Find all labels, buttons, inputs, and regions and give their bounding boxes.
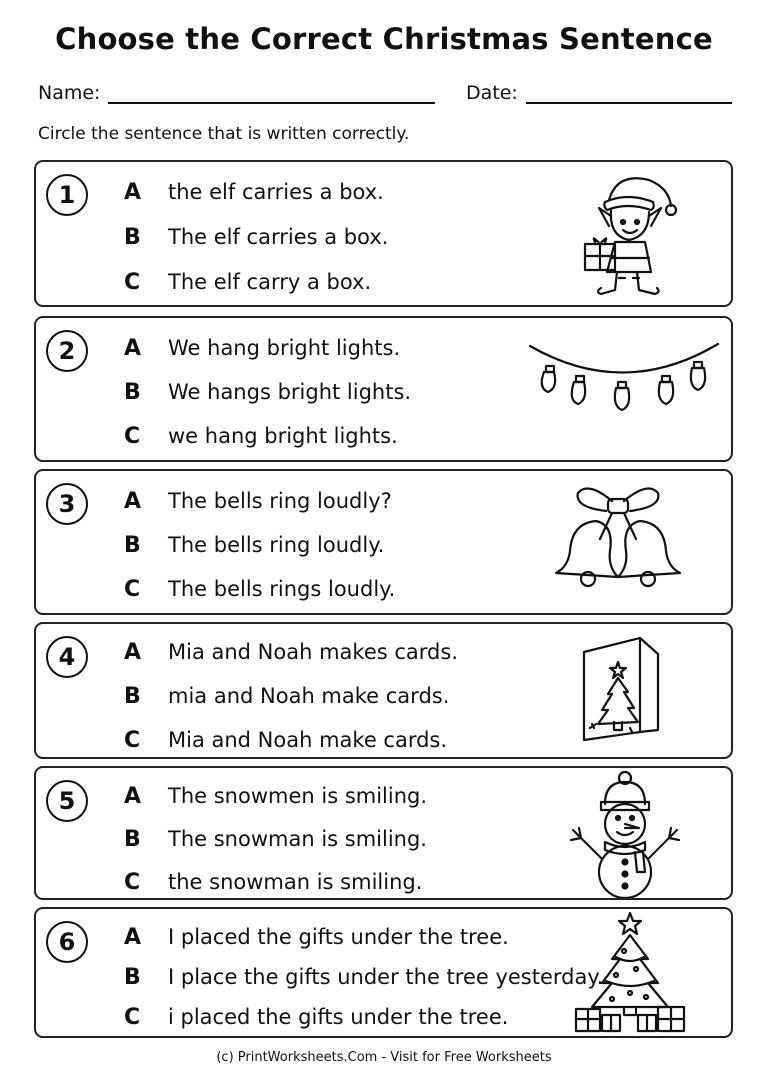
snowman-icon bbox=[563, 768, 687, 898]
question-number: 1 bbox=[46, 174, 88, 216]
question-box-3 bbox=[34, 469, 733, 615]
option-letter: B bbox=[124, 379, 141, 405]
option-a[interactable] bbox=[124, 170, 384, 214]
option-letter: B bbox=[124, 532, 141, 558]
option-sentence: we hang bright lights. bbox=[168, 424, 398, 448]
question-number: 6 bbox=[46, 921, 88, 963]
option-letter: A bbox=[124, 783, 142, 809]
instruction-text: Circle the sentence that is written correctly. bbox=[38, 124, 410, 144]
christmas-tree-icon bbox=[572, 911, 688, 1035]
date-label: Date: bbox=[466, 82, 518, 104]
option-sentence: The snowman is smiling. bbox=[168, 827, 427, 851]
option-a[interactable] bbox=[124, 915, 509, 959]
name-line[interactable] bbox=[108, 86, 435, 104]
option-a[interactable] bbox=[124, 479, 392, 523]
option-sentence: The bells ring loudly. bbox=[168, 533, 385, 557]
option-letter: A bbox=[124, 639, 142, 665]
option-sentence: Mia and Noah makes cards. bbox=[168, 640, 458, 664]
option-sentence: I placed the gifts under the tree. bbox=[168, 925, 509, 949]
date-field bbox=[466, 82, 732, 104]
option-letter: B bbox=[124, 224, 141, 250]
name-label: Name: bbox=[38, 82, 101, 104]
option-sentence: the elf carries a box. bbox=[168, 180, 384, 204]
question-box-5 bbox=[34, 766, 733, 900]
option-c[interactable] bbox=[124, 260, 371, 304]
option-sentence: The snowmen is smiling. bbox=[168, 784, 428, 808]
option-sentence: Mia and Noah make cards. bbox=[168, 728, 448, 752]
option-c[interactable] bbox=[124, 567, 395, 611]
option-letter: A bbox=[124, 179, 142, 205]
option-a[interactable] bbox=[124, 774, 427, 818]
option-sentence: I place the gifts under the tree yesterday. bbox=[168, 965, 604, 989]
option-b[interactable] bbox=[124, 523, 384, 567]
option-a[interactable] bbox=[124, 326, 400, 370]
option-sentence: the snowman is smiling. bbox=[168, 870, 423, 894]
option-letter: C bbox=[124, 423, 141, 449]
option-letter: C bbox=[124, 727, 141, 753]
option-c[interactable] bbox=[124, 860, 422, 904]
question-box-4 bbox=[34, 622, 733, 759]
option-sentence: We hangs bright lights. bbox=[168, 380, 412, 404]
question-number: 4 bbox=[46, 636, 88, 678]
option-b[interactable] bbox=[124, 370, 411, 414]
option-sentence: mia and Noah make cards. bbox=[168, 684, 450, 708]
option-letter: A bbox=[124, 335, 142, 361]
option-letter: C bbox=[124, 269, 141, 295]
option-sentence: The bells rings loudly. bbox=[168, 577, 396, 601]
option-b[interactable] bbox=[124, 215, 388, 259]
page-title: Choose the Correct Christmas Sentence bbox=[55, 22, 713, 56]
option-a[interactable] bbox=[124, 630, 458, 674]
option-letter: B bbox=[124, 964, 141, 990]
option-c[interactable] bbox=[124, 414, 398, 458]
option-c[interactable] bbox=[124, 718, 447, 762]
christmas-card-icon bbox=[578, 632, 666, 744]
option-letter: C bbox=[124, 1004, 141, 1030]
elf-icon bbox=[571, 166, 683, 302]
option-letter: A bbox=[124, 488, 142, 514]
option-b[interactable] bbox=[124, 817, 427, 861]
name-field bbox=[38, 82, 435, 104]
bells-icon bbox=[548, 481, 688, 593]
option-sentence: i placed the gifts under the tree. bbox=[168, 1005, 509, 1029]
option-letter: C bbox=[124, 869, 141, 895]
option-b[interactable] bbox=[124, 674, 449, 718]
option-letter: C bbox=[124, 576, 141, 602]
option-letter: B bbox=[124, 683, 141, 709]
question-number: 2 bbox=[46, 330, 88, 372]
option-letter: A bbox=[124, 924, 142, 950]
question-box-2 bbox=[34, 316, 733, 462]
option-sentence: The elf carries a box. bbox=[168, 225, 389, 249]
option-sentence: We hang bright lights. bbox=[168, 336, 401, 360]
question-box-1 bbox=[34, 160, 733, 307]
option-b[interactable] bbox=[124, 955, 603, 999]
option-sentence: The bells ring loudly? bbox=[168, 489, 392, 513]
christmas-lights-icon bbox=[524, 338, 724, 420]
date-line[interactable] bbox=[526, 86, 732, 104]
option-letter: B bbox=[124, 826, 141, 852]
option-sentence: The elf carry a box. bbox=[168, 270, 372, 294]
footer-text: (c) PrintWorksheets.Com - Visit for Free Worksheets bbox=[216, 1050, 552, 1065]
question-number: 3 bbox=[46, 483, 88, 525]
question-box-6 bbox=[34, 907, 733, 1038]
question-number: 5 bbox=[46, 780, 88, 822]
option-c[interactable] bbox=[124, 995, 508, 1039]
